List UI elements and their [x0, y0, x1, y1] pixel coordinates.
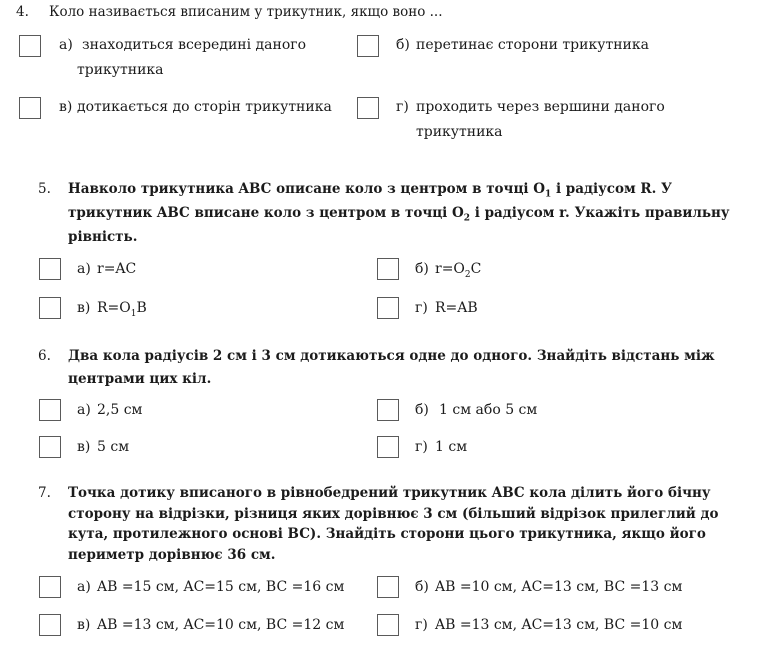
q7-option-c-checkbox[interactable]	[39, 614, 61, 636]
q6-option-a-letter: а)	[77, 402, 91, 418]
q6-option-a-text: 2,5 см	[97, 402, 143, 418]
q7-option-d-checkbox[interactable]	[377, 614, 399, 636]
q7-option-a-checkbox[interactable]	[39, 576, 61, 598]
q4-option-b-letter: б)	[396, 37, 410, 53]
q4-number: 4.	[16, 4, 29, 20]
q7-option-c-text: AB =13 см, AC=10 см, BC =12 см	[97, 617, 345, 633]
q7-option-a-letter: а)	[77, 579, 91, 595]
q7-option-d-letter: г)	[415, 617, 428, 633]
q7-option-a-text: AB =15 см, AC=15 см, BC =16 см	[97, 579, 345, 595]
q4-option-a-text-line2: трикутника	[77, 62, 164, 78]
q6-option-c-text: 5 см	[97, 439, 130, 455]
q4-option-c-letter: в)	[59, 99, 73, 115]
q6-option-a-checkbox[interactable]	[39, 399, 61, 421]
q7-option-b-checkbox[interactable]	[377, 576, 399, 598]
q5-option-d-checkbox[interactable]	[377, 297, 399, 319]
q6-option-d-letter: г)	[415, 439, 428, 455]
q7-option-b-text: AB =10 см, AC=13 см, BC =13 см	[435, 579, 683, 595]
q5-option-b-letter: б)	[415, 261, 429, 277]
q6-question-line1: Два кола радіусів 2 см і 3 см дотикаються одне до одного. Знайдіть відстань між	[68, 348, 715, 364]
q5-question-line1: Навколо трикутника ABC описане коло з центром в точці $O_1$ і радіусом R. У	[68, 181, 672, 200]
q4-option-c-checkbox[interactable]	[19, 97, 41, 119]
q6-option-b-text: 1 см або 5 см	[439, 402, 538, 418]
q6-option-c-checkbox[interactable]	[39, 436, 61, 458]
q4-option-d-text-line2: трикутника	[416, 124, 503, 140]
q6-option-b-checkbox[interactable]	[377, 399, 399, 421]
q6-option-d-text: 1 см	[435, 439, 468, 455]
q6-option-d-checkbox[interactable]	[377, 436, 399, 458]
q4-option-b-checkbox[interactable]	[357, 35, 379, 57]
q6-question-line2: центрами цих кіл.	[68, 371, 212, 387]
q5-option-c-letter: в)	[77, 300, 91, 316]
q6-option-c-letter: в)	[77, 439, 91, 455]
q4-option-d-checkbox[interactable]	[357, 97, 379, 119]
q7-option-c-letter: в)	[77, 617, 91, 633]
q4-question-text: Коло називається вписаним у трикутник, якщо воно ...	[49, 4, 443, 20]
q5-option-a-checkbox[interactable]	[39, 258, 61, 280]
q5-option-c-text: $R=O_1B$	[97, 300, 147, 319]
q4-option-a-text: знаходиться всередині даного	[82, 37, 307, 53]
q4-option-a-checkbox[interactable]	[19, 35, 41, 57]
q6-number: 6.	[38, 348, 51, 364]
q5-option-b-text: $r=O_2C$	[435, 261, 482, 280]
q5-question-line3: рівність.	[68, 229, 138, 245]
q7-option-d-text: AB =13 см, AC=13 см, BC =10 см	[435, 617, 683, 633]
q5-option-a-letter: а)	[77, 261, 91, 277]
q7-question-line2: сторону на відрізки, різниця яких дорівнює 3 см (більший відрізок прилеглий до	[68, 506, 719, 522]
q4-option-c-text: дотикається до сторін трикутника	[77, 99, 332, 115]
q4-option-a-letter: а)	[59, 37, 73, 53]
q5-question-line2: трикутник ABC вписане коло з центром в точці $O_2$ і радіусом r. Укажіть правильну	[68, 205, 730, 224]
q4-option-b-text: перетинає сторони трикутника	[416, 37, 649, 53]
q7-question-line4: периметр дорівнює 36 см.	[68, 547, 276, 563]
q5-option-a-text: r=AC	[97, 261, 137, 277]
q7-question-line3: кута, протилежного основі BC). Знайдіть сторони цього трикутника, якщо його	[68, 526, 706, 542]
q7-number: 7.	[38, 485, 51, 501]
q5-option-c-checkbox[interactable]	[39, 297, 61, 319]
q5-option-b-checkbox[interactable]	[377, 258, 399, 280]
q5-option-d-letter: г)	[415, 300, 428, 316]
q7-option-b-letter: б)	[415, 579, 429, 595]
q6-option-b-letter: б)	[415, 402, 429, 418]
q5-number: 5.	[38, 181, 51, 197]
q7-question-line1: Точка дотику вписаного в рівнобедрений трикутник ABC кола ділить його бічну	[68, 485, 711, 501]
q4-option-d-text: проходить через вершини даного	[416, 99, 665, 115]
q5-option-d-text: R=AB	[435, 300, 478, 316]
q4-option-d-letter: г)	[396, 99, 409, 115]
